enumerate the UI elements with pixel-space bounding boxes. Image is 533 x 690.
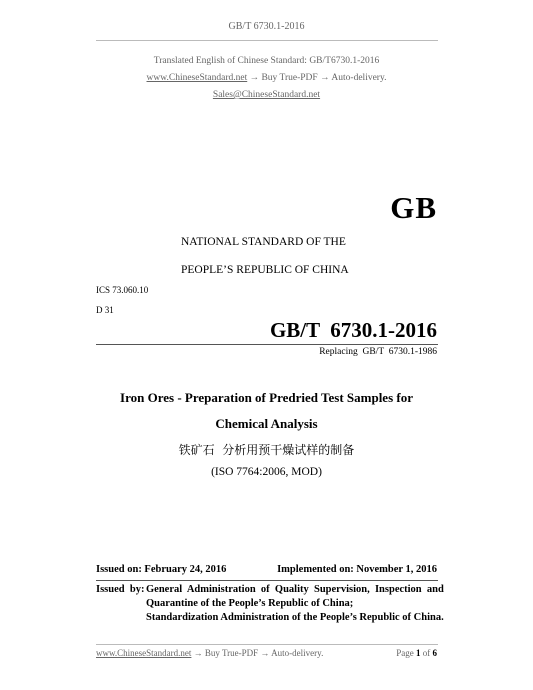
english-title-line2: Chemical Analysis xyxy=(215,416,318,431)
footer-site-link[interactable]: www.ChineseStandard.net xyxy=(96,648,192,658)
issued-by-label: Issued by: xyxy=(96,584,145,595)
issued-date: Issued on: February 24, 2016 xyxy=(96,564,227,575)
chinese-title: 铁矿石 分析用预干燥试样的制备 xyxy=(178,443,355,457)
email-link[interactable]: Sales@ChineseStandard.net xyxy=(212,90,321,100)
ics-code: ICS 73.060.10 xyxy=(96,285,149,295)
issuer-line1: General Administration of Quality Supervision, Inspection and xyxy=(146,584,444,595)
iso-reference: (ISO 7764:2006, MOD) xyxy=(211,466,322,478)
national-standard-line2: PEOPLE’S REPUBLIC OF CHINA xyxy=(181,264,349,276)
page-indicator xyxy=(396,648,437,658)
footer-purchase-line xyxy=(96,648,323,658)
national-standard-line1: NATIONAL STANDARD OF THE xyxy=(181,236,346,248)
purchase-text: → Buy True-PDF → Auto-delivery. xyxy=(249,73,387,83)
page-number: 1 xyxy=(416,648,421,658)
dates-divider xyxy=(96,580,438,581)
number-divider xyxy=(96,344,438,345)
footer-purchase-text: → Buy True-PDF → Auto-delivery. xyxy=(193,648,324,658)
purchase-line xyxy=(0,73,533,83)
page-total: 6 xyxy=(432,648,437,658)
gb-mark: GB xyxy=(390,190,437,225)
of-label: of xyxy=(422,648,431,658)
site-link[interactable]: www.ChineseStandard.net xyxy=(146,73,248,83)
replacing-note: Replacing GB/T 6730.1-1986 xyxy=(319,347,437,357)
standard-number: GB/T 6730.1-2016 xyxy=(269,318,437,342)
header-divider xyxy=(96,40,438,41)
english-title-line1: Iron Ores - Preparation of Predried Test Samples for xyxy=(120,390,413,405)
running-header: GB/T 6730.1-2016 xyxy=(228,21,305,32)
implemented-date: Implemented on: November 1, 2016 xyxy=(277,564,437,575)
issuer-line2: Quarantine of the People’s Republic of China; xyxy=(146,598,354,609)
issuer-line3: Standardization Administration of the People’s Republic of China. xyxy=(146,612,444,623)
translation-note: Translated English of Chinese Standard: GB/T6730.1-2016 xyxy=(153,56,380,66)
page-label: Page xyxy=(396,648,414,658)
ccs-code: D 31 xyxy=(96,305,114,315)
footer-divider xyxy=(96,644,438,645)
